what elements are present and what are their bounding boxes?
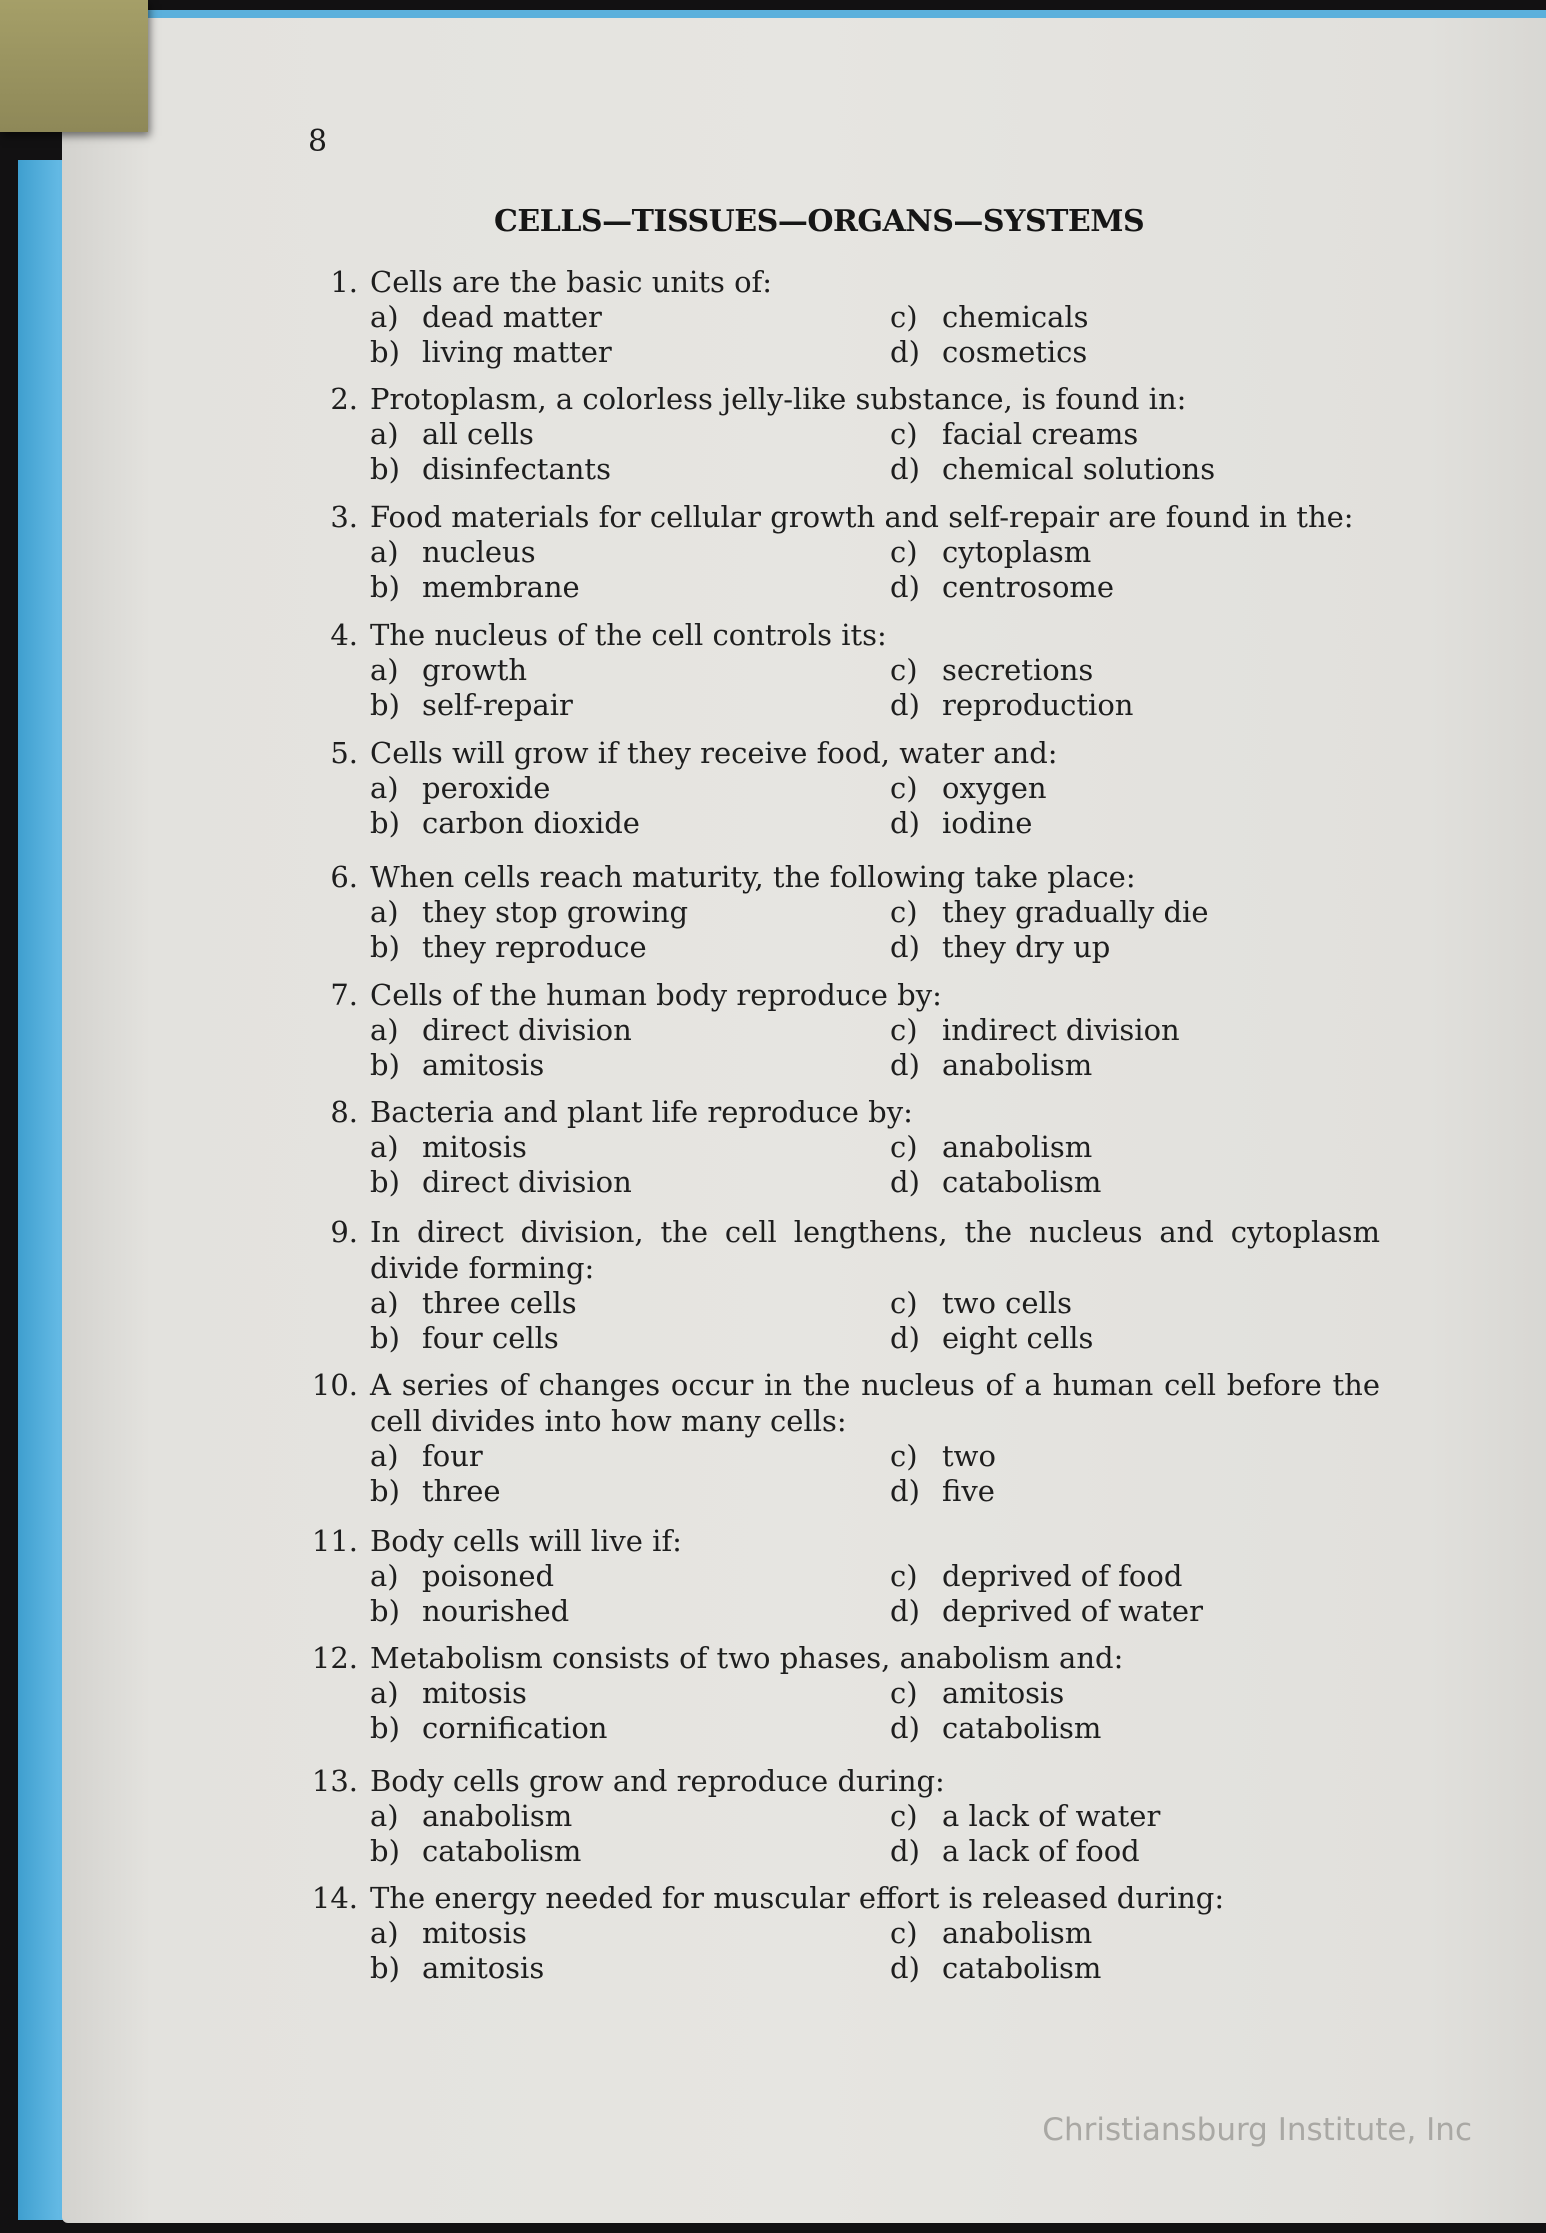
question-number: 12. (311, 1641, 358, 1675)
option-letter: d) (890, 930, 920, 964)
option-text: catabolism (942, 1951, 1102, 1985)
answer-option (370, 806, 890, 841)
option-letter: a) (370, 1013, 399, 1047)
option-letter: c) (890, 1286, 918, 1320)
answer-option (370, 1321, 890, 1356)
question-stem (300, 381, 1380, 417)
option-text: eight cells (942, 1321, 1094, 1355)
answer-options (370, 1676, 1380, 1746)
answer-option (890, 1130, 1380, 1165)
question-item (300, 264, 1380, 370)
option-text: growth (422, 653, 528, 687)
option-letter: b) (370, 1165, 400, 1199)
question-item (300, 499, 1380, 605)
option-letter: a) (370, 1439, 399, 1473)
option-text: centrosome (942, 570, 1115, 604)
answer-option (890, 930, 1380, 965)
option-letter: c) (890, 1799, 918, 1833)
question-text: When cells reach maturity, the following take place: (370, 860, 1136, 894)
option-text: cornification (422, 1711, 608, 1745)
question-number: 1. (330, 265, 358, 299)
answer-option (890, 335, 1380, 370)
option-text: membrane (422, 570, 580, 604)
answer-options (370, 1916, 1380, 1986)
option-letter: a) (370, 535, 399, 569)
answer-option (370, 895, 890, 930)
option-text: direct division (422, 1013, 632, 1047)
answer-option (370, 535, 890, 570)
option-text: two (942, 1439, 996, 1473)
answer-option (370, 1916, 890, 1951)
option-letter: c) (890, 895, 918, 929)
answer-option (370, 452, 890, 487)
option-letter: d) (890, 335, 920, 369)
option-text: direct division (422, 1165, 632, 1199)
answer-option (890, 300, 1380, 335)
option-letter: c) (890, 1013, 918, 1047)
option-text: secretions (942, 653, 1094, 687)
paper-tab (0, 0, 148, 132)
answer-option (890, 1951, 1380, 1986)
option-letter: b) (370, 1048, 400, 1082)
option-text: four (422, 1439, 483, 1473)
option-letter: c) (890, 1916, 918, 1950)
question-text: The energy needed for muscular effort is released during: (370, 1881, 1225, 1915)
answer-option (890, 1439, 1380, 1474)
option-letter: c) (890, 1439, 918, 1473)
option-text: chemicals (942, 300, 1089, 334)
option-letter: a) (370, 1799, 399, 1833)
option-letter: d) (890, 1711, 920, 1745)
option-text: three (422, 1474, 501, 1508)
answer-option (890, 1321, 1380, 1356)
option-letter: d) (890, 452, 920, 486)
question-stem (300, 1640, 1380, 1676)
question-number: 10. (311, 1368, 358, 1402)
answer-option (370, 1165, 890, 1200)
answer-option (370, 570, 890, 605)
answer-option (370, 1711, 890, 1746)
option-letter: b) (370, 335, 400, 369)
option-letter: b) (370, 1321, 400, 1355)
question-text: Cells of the human body reproduce by: (370, 978, 942, 1012)
option-letter: d) (890, 1321, 920, 1355)
answer-option (370, 1130, 890, 1165)
option-text: oxygen (942, 771, 1047, 805)
question-number: 13. (311, 1764, 358, 1798)
option-letter: d) (890, 688, 920, 722)
question-stem (300, 1214, 1380, 1286)
question-stem (300, 264, 1380, 300)
option-letter: d) (890, 1048, 920, 1082)
option-letter: d) (890, 1165, 920, 1199)
option-letter: a) (370, 1676, 399, 1710)
option-text: chemical solutions (942, 452, 1216, 486)
question-stem (300, 1094, 1380, 1130)
option-text: cytoplasm (942, 535, 1092, 569)
option-letter: c) (890, 417, 918, 451)
answer-option (370, 653, 890, 688)
option-letter: b) (370, 930, 400, 964)
question-text: Metabolism consists of two phases, anabolism and: (370, 1641, 1124, 1675)
question-number: 7. (330, 978, 358, 1012)
answer-option (890, 1474, 1380, 1509)
option-text: three cells (422, 1286, 577, 1320)
option-letter: c) (890, 653, 918, 687)
option-letter: a) (370, 771, 399, 805)
answer-option (370, 1594, 890, 1629)
answer-options (370, 771, 1380, 841)
answer-option (890, 1048, 1380, 1083)
option-text: mitosis (422, 1916, 527, 1950)
question-item (300, 1880, 1380, 1986)
question-stem (300, 977, 1380, 1013)
answer-option (370, 1013, 890, 1048)
question-text: Bacteria and plant life reproduce by: (370, 1095, 913, 1129)
answer-option (370, 335, 890, 370)
option-text: facial creams (942, 417, 1139, 451)
option-text: a lack of food (942, 1834, 1140, 1868)
answer-option (890, 806, 1380, 841)
question-number: 3. (330, 500, 358, 534)
option-letter: c) (890, 1676, 918, 1710)
question-stem (300, 735, 1380, 771)
option-letter: d) (890, 806, 920, 840)
answer-option (890, 1834, 1380, 1869)
question-stem (300, 1763, 1380, 1799)
option-text: self-repair (422, 688, 573, 722)
question-number: 14. (311, 1881, 358, 1915)
answer-option (370, 1474, 890, 1509)
option-text: disinfectants (422, 452, 611, 486)
option-letter: c) (890, 1130, 918, 1164)
option-text: all cells (422, 417, 534, 451)
option-text: living matter (422, 335, 612, 369)
answer-options (370, 535, 1380, 605)
answer-option (370, 300, 890, 335)
question-text: The nucleus of the cell controls its: (370, 618, 887, 652)
answer-option (890, 1013, 1380, 1048)
answer-option (890, 895, 1380, 930)
option-text: four cells (422, 1321, 559, 1355)
option-text: they gradually die (942, 895, 1209, 929)
answer-options (370, 300, 1380, 370)
option-text: cosmetics (942, 335, 1088, 369)
option-letter: b) (370, 688, 400, 722)
option-letter: d) (890, 1594, 920, 1628)
option-letter: d) (890, 1951, 920, 1985)
option-letter: b) (370, 1834, 400, 1868)
answer-option (890, 1916, 1380, 1951)
question-item (300, 859, 1380, 965)
option-letter: a) (370, 1916, 399, 1950)
question-item (300, 1763, 1380, 1869)
answer-option (370, 1286, 890, 1321)
question-stem (300, 1880, 1380, 1916)
option-letter: b) (370, 806, 400, 840)
option-text: they stop growing (422, 895, 689, 929)
option-text: mitosis (422, 1130, 527, 1164)
option-letter: d) (890, 570, 920, 604)
option-text: anabolism (942, 1048, 1093, 1082)
answer-options (370, 1013, 1380, 1083)
option-letter: a) (370, 653, 399, 687)
answer-option (370, 1439, 890, 1474)
option-text: indirect division (942, 1013, 1180, 1047)
answer-option (890, 771, 1380, 806)
option-text: nucleus (422, 535, 536, 569)
watermark: Christiansburg Institute, Inc (1042, 2112, 1472, 2148)
question-stem (300, 499, 1380, 535)
answer-option (370, 688, 890, 723)
page-title: CELLS—TISSUES—ORGANS—SYSTEMS (494, 204, 1145, 239)
page-number: 8 (308, 124, 328, 159)
question-item (300, 735, 1380, 841)
answer-option (890, 535, 1380, 570)
answer-options (370, 417, 1380, 487)
option-text: nourished (422, 1594, 570, 1628)
question-text: Cells are the basic units of: (370, 265, 773, 299)
answer-option (890, 1594, 1380, 1629)
question-item (300, 977, 1380, 1083)
question-item (300, 1640, 1380, 1746)
option-letter: d) (890, 1834, 920, 1868)
question-item (300, 1523, 1380, 1629)
option-letter: a) (370, 1130, 399, 1164)
option-letter: a) (370, 300, 399, 334)
question-text: Cells will grow if they receive food, water and: (370, 736, 1058, 770)
question-stem (300, 617, 1380, 653)
option-letter: a) (370, 417, 399, 451)
answer-option (890, 570, 1380, 605)
question-item (300, 381, 1380, 487)
answer-option (370, 1799, 890, 1834)
option-letter: c) (890, 535, 918, 569)
answer-option (890, 653, 1380, 688)
question-number: 4. (330, 618, 358, 652)
option-text: a lack of water (942, 1799, 1161, 1833)
answer-option (890, 1286, 1380, 1321)
option-text: anabolism (942, 1916, 1093, 1950)
option-text: they dry up (942, 930, 1111, 964)
option-text: peroxide (422, 771, 551, 805)
question-stem (300, 1367, 1380, 1439)
question-item (300, 1094, 1380, 1200)
answer-option (370, 1048, 890, 1083)
answer-options (370, 1439, 1380, 1509)
answer-option (890, 417, 1380, 452)
answer-option (890, 1165, 1380, 1200)
answer-option (370, 1951, 890, 1986)
option-text: deprived of water (942, 1594, 1203, 1628)
option-text: anabolism (422, 1799, 573, 1833)
answer-options (370, 1559, 1380, 1629)
question-stem (300, 859, 1380, 895)
question-item (300, 1367, 1380, 1509)
option-letter: b) (370, 570, 400, 604)
option-text: iodine (942, 806, 1033, 840)
option-text: mitosis (422, 1676, 527, 1710)
option-text: five (942, 1474, 995, 1508)
answer-options (370, 1799, 1380, 1869)
question-item (300, 617, 1380, 723)
answer-options (370, 1286, 1380, 1356)
option-letter: b) (370, 1711, 400, 1745)
option-letter: c) (890, 1559, 918, 1593)
option-letter: a) (370, 1559, 399, 1593)
question-text: Body cells will live if: (370, 1524, 682, 1558)
option-text: deprived of food (942, 1559, 1183, 1593)
question-number: 6. (330, 860, 358, 894)
answer-option (890, 1559, 1380, 1594)
option-letter: d) (890, 1474, 920, 1508)
answer-option (370, 1834, 890, 1869)
option-text: amitosis (422, 1048, 545, 1082)
answer-options (370, 895, 1380, 965)
answer-options (370, 653, 1380, 723)
option-text: catabolism (942, 1165, 1102, 1199)
option-text: reproduction (942, 688, 1134, 722)
answer-option (370, 930, 890, 965)
answer-option (890, 1711, 1380, 1746)
answer-option (370, 417, 890, 452)
option-text: catabolism (942, 1711, 1102, 1745)
answer-option (890, 1676, 1380, 1711)
option-letter: b) (370, 452, 400, 486)
answer-option (370, 1676, 890, 1711)
answer-option (370, 771, 890, 806)
option-letter: a) (370, 1286, 399, 1320)
question-number: 11. (311, 1524, 358, 1558)
question-number: 5. (330, 736, 358, 770)
option-letter: c) (890, 300, 918, 334)
option-text: anabolism (942, 1130, 1093, 1164)
option-letter: a) (370, 895, 399, 929)
option-letter: b) (370, 1951, 400, 1985)
option-text: amitosis (942, 1676, 1065, 1710)
option-letter: b) (370, 1594, 400, 1628)
question-number: 2. (330, 382, 358, 416)
question-number: 9. (330, 1215, 358, 1249)
option-letter: b) (370, 1474, 400, 1508)
option-text: dead matter (422, 300, 602, 334)
answer-option (890, 452, 1380, 487)
question-text: A series of changes occur in the nucleus of a human cell before the cell divides into how many cells: (370, 1368, 1380, 1438)
answer-option (890, 1799, 1380, 1834)
question-text: Food materials for cellular growth and self-repair are found in the: (370, 500, 1354, 534)
option-text: catabolism (422, 1834, 582, 1868)
option-text: they reproduce (422, 930, 647, 964)
answer-option (370, 1559, 890, 1594)
question-stem (300, 1523, 1380, 1559)
question-text: Protoplasm, a colorless jelly-like substance, is found in: (370, 382, 1187, 416)
option-text: carbon dioxide (422, 806, 640, 840)
question-number: 8. (330, 1095, 358, 1129)
answer-options (370, 1130, 1380, 1200)
option-text: two cells (942, 1286, 1072, 1320)
question-item (300, 1214, 1380, 1356)
question-text: Body cells grow and reproduce during: (370, 1764, 945, 1798)
question-text: In direct division, the cell lengthens, the nucleus and cytoplasm divide forming: (370, 1215, 1380, 1285)
option-text: poisoned (422, 1559, 555, 1593)
option-text: amitosis (422, 1951, 545, 1985)
answer-option (890, 688, 1380, 723)
option-letter: c) (890, 771, 918, 805)
